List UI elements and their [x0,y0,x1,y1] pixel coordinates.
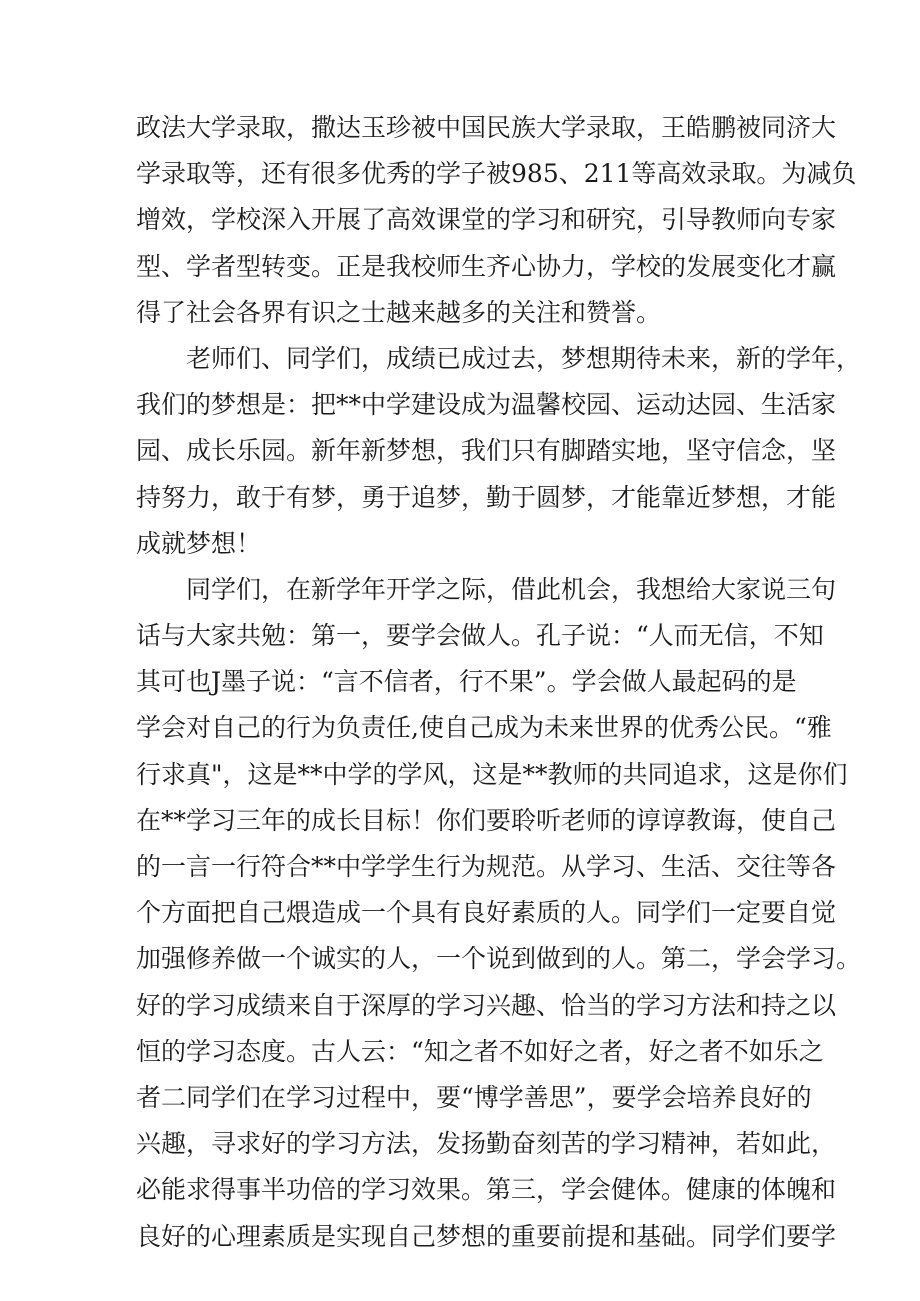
text-line: 政法大学录取，撒达玉珍被中国民族大学录取，王皓鹏被同济大 [136,113,837,142]
text-line: 话与大家共勉：第一，要学会做人。孔子说：“人而无信，不知 [136,621,824,651]
text-line: 同学们，在新学年开学之际，借此机会，我想给大家说三句 [186,574,837,604]
text-line: 兴趣，寻求好的学习方法，发扬勤奋刻苦的学习精神，若如此， [136,1129,837,1159]
text-line: 良好的心理素质是实现自己梦想的重要前提和基础。同学们要学 [136,1221,837,1251]
paragraph [136,567,862,1260]
text-line: 者二同学们在学习过程中，要“博学善思”，要学会培养良好的 [136,1082,812,1112]
text-line: 得了社会各界有识之士越来越多的关注和赞誉。 [136,297,662,327]
text-line: 持努力，敢于有梦，勇于追梦，勤于圆梦，才能靠近梦想，才能 [136,482,837,512]
text-line: 学会对自己的行为负责任,使自己成为未来世界的优秀公民。“雅 [136,713,832,743]
text-line: 在**学习三年的成长目标！你们要聆听老师的谆谆教诲，使自己 [136,805,837,835]
text-line: 加强修养做一个诚实的人，一个说到做到的人。第二，学会学习。 [136,944,862,974]
paragraph [136,105,857,336]
text-line: 学录取等，还有很多优秀的学子被985、211等高效录取。为减负 [136,159,857,189]
document-body [136,105,862,1260]
text-line: 行求真"，这是**中学的学风，这是**教师的共同追求，这是你们 [136,759,848,789]
text-line: 个方面把自己煨造成一个具有良好素质的人。同学们一定要自觉 [136,898,837,928]
text-line: 我们的梦想是：把**中学建设成为温馨校园、运动达园、生活家 [136,390,837,420]
text-line: 成就梦想！ [136,528,262,558]
text-line: 的一言一行符合**中学学生行为规范。从学习、生活、交往等各 [136,852,837,881]
text-line: 必能求得事半功倍的学习效果。第三，学会健体。健康的体魄和 [136,1175,837,1205]
text-line: 老师们、同学们，成绩已成过去，梦想期待未来，新的学年， [186,343,862,373]
text-line: 型、学者型转变。正是我校师生齐心协力，学校的发展变化才赢 [136,251,837,281]
text-line: 好的学习成绩来自于深厚的学习兴趣、恰当的学习方法和持之以 [136,990,837,1020]
text-line: 其可也J墨子说：“言不信者，行不果”。学会做人最起码的是 [136,667,797,697]
paragraph [136,336,862,567]
text-line: 增效，学校深入开展了高效课堂的学习和研究，引导教师向专家 [136,205,837,235]
text-line: 园、成长乐园。新年新梦想，我们只有脚踏实地，坚守信念，坚 [136,436,837,466]
text-line: 恒的学习态度。古人云：“知之者不如好之者，好之者不如乐之 [136,1036,824,1066]
